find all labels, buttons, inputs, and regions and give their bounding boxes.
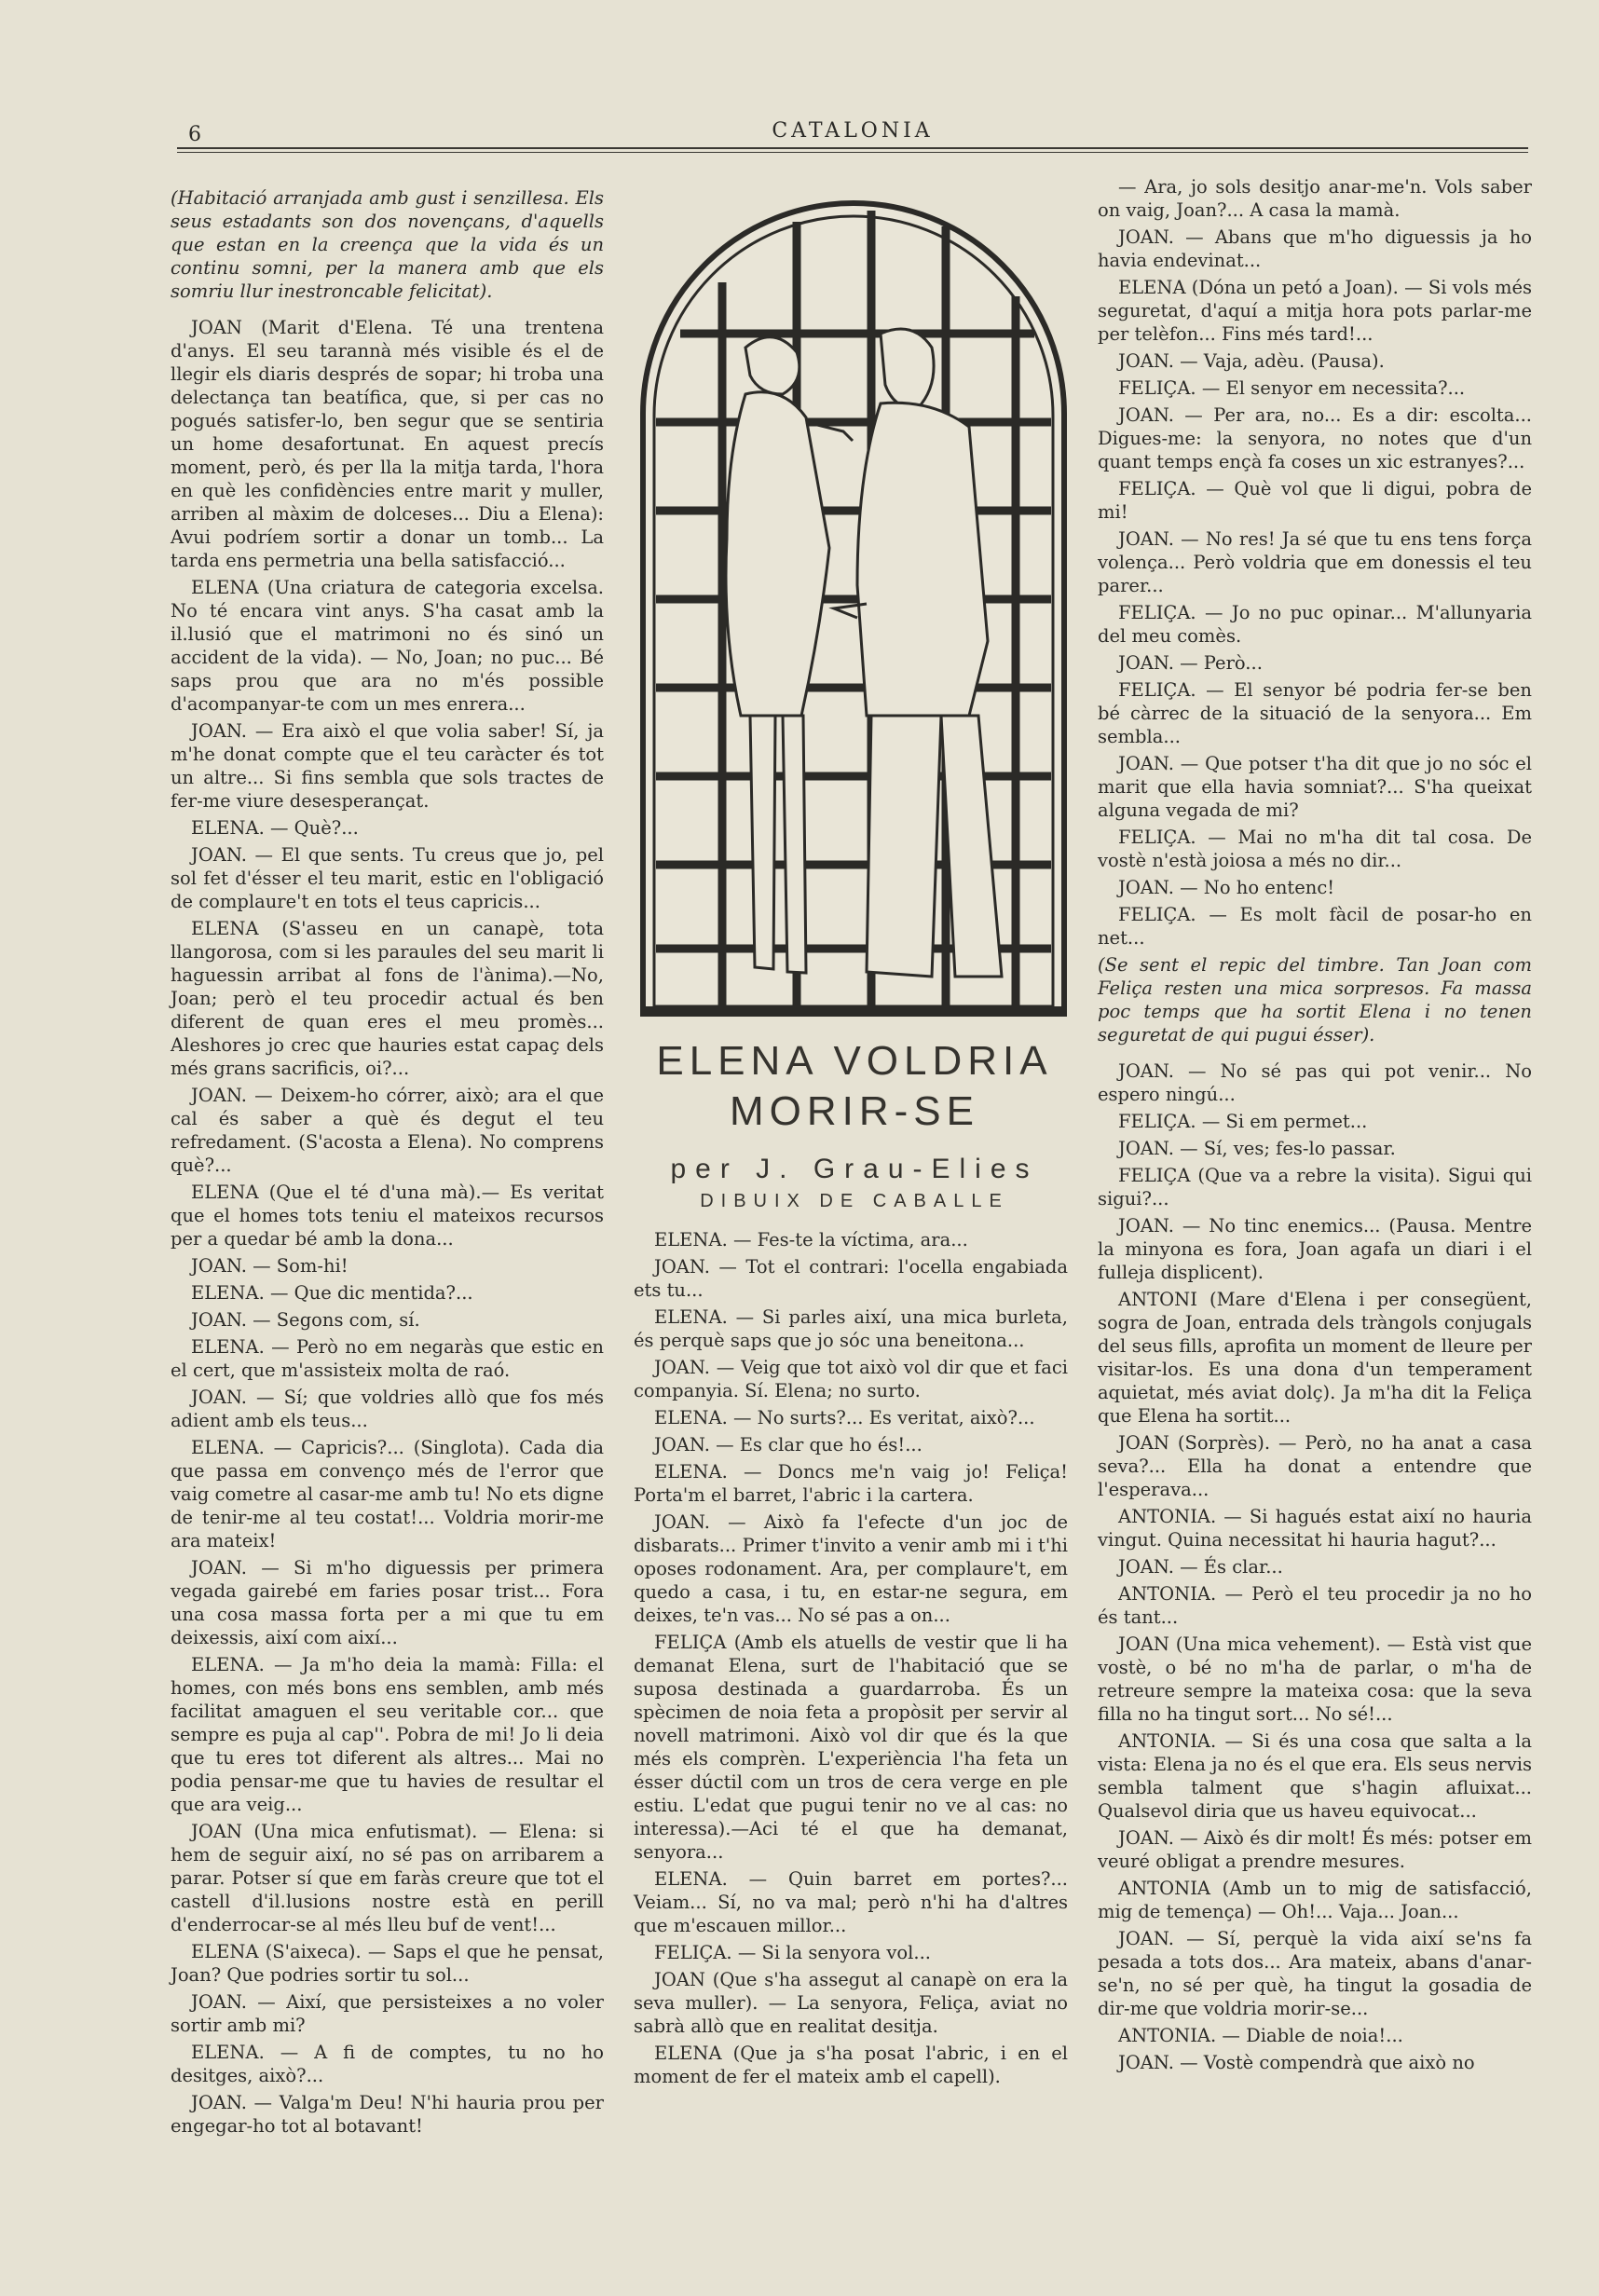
dialogue-line: JOAN. — Sí, perquè la vida així se'ns fa pesada a tots dos... Ara mateix, abans d'anar-se'n, no sé per què, ha tingut la gosadia de dir-me que voldria morir-se... xyxy=(1098,1928,1532,2019)
dialogue-line: ELENA (Dóna un petó a Joan). — Si vols més seguretat, d'aquí a mitja hora pots parlar-me per telèfon... Fins més tard!... xyxy=(1098,277,1532,345)
dialogue-line: JOAN (Marit d'Elena. Té una trentena d'anys. El seu tarannà més visible és el de llegir els diaris després de sopar; hi troba una delectança tan beatífica, que, si per cas no pogués satisfer-lo, ben segur que se sentiria un home desafortunat. En aquest precís moment, però, és per lla la mitja tarda, l'hora en què les confidències entre marit y muller, arriben al màxim de dolceses... Diu a Elena): Avui podríem sortir a donar un tomb... La tarda ens permetria una bella satisfacció... xyxy=(171,317,604,571)
dialogue-line: JOAN. — Valga'm Deu! N'hi hauria prou per engegar-ho tot al botavant! xyxy=(171,2092,604,2137)
dialogue-line: ELENA. — A fi de comptes, tu no ho desitges, això?... xyxy=(171,2042,604,2086)
dialogue-line: FELIÇA (Amb els atuells de vestir que li ha demanat Elena, surt de l'habitació que se suposa destinada a guardarroba. És un spècimen de noia feta a propòsit per servir al novell matrimoni. Això vol dir que és la que més els comprèn. L'experiència l'ha feta un ésser dúctil com un tros de cera verge en ple estiu. L'edat que pugui tenir no ve al cas: no interessa).—Aci té el que ha demanat, senyora... xyxy=(634,1632,1068,1863)
dialogue-line: ELENA. — Doncs me'n vaig jo! Feliça! Porta'm el barret, l'abric i la cartera. xyxy=(634,1461,1068,1506)
dialogue-line: JOAN (Sorprès). — Però, no ha anat a casa seva?... Ella ha donat a entendre que l'esperava... xyxy=(1098,1432,1532,1500)
dialogue-line: ELENA. — Capricis?... (Singlota). Cada dia que passa em convenço més de l'error que vaig cometre al casar-me amb tu! No ets digne de tenir-me al teu costat!... Voldria morir-me ara mateix! xyxy=(171,1437,604,1551)
dialogue-line: JOAN (Una mica vehement). — Està vist que vostè, o bé no m'ha de parlar, o m'ha de retreure sempre la mateixa cosa: que la seva filla no ha tingut sort... No sé!... xyxy=(1098,1633,1532,1725)
dialogue-line: FELIÇA. — El senyor bé podria fer-se ben bé càrrec de la situació de la senyora... Em sembla... xyxy=(1098,679,1532,747)
dialogue-line: FELIÇA. — Es molt fàcil de posar-ho en net... xyxy=(1098,904,1532,949)
article-author: per J. Grau-Elies xyxy=(670,1154,1039,1184)
dialogue-line: JOAN. — Es clar que ho és!... xyxy=(654,1434,922,1456)
dialogue-line: ELENA (Que el té d'una mà).— Es veritat que el homes tots teniu el mateixos recursos per a quedar bé amb la dona... xyxy=(171,1182,604,1250)
dialogue-line: ANTONIA (Amb un to mig de satisfacció, mig de temença) — Oh!... Vaja... Joan... xyxy=(1098,1878,1532,1922)
dialogue-line: ELENA. — Que dic mentida?... xyxy=(191,1282,473,1304)
dialogue-line: JOAN. — Això fa l'efecte d'un joc de disbarats... Primer t'invito a venir amb mi i t'hi oposes rodonament. Ara, per complaure't, em quedo a casa, i tu, en estar-ne segura, em deixes, te'n vas... No sé pas a on... xyxy=(634,1511,1068,1626)
dialogue-line: FELIÇA. — Si em permet... xyxy=(1118,1111,1368,1132)
dialogue-line: JOAN (Una mica enfutismat). — Elena: si hem de seguir així, no sé pas on arribarem a parar. Potser sí que em faràs creure que tot el castell d'il.lusions nostre està en perill d'enderrocar-se al més lleu buf de vent!... xyxy=(171,1821,604,1935)
dialogue-line: JOAN. — No tinc enemics... (Pausa. Mentre la minyona es fora, Joan agafa un diari i el fulleja displicent). xyxy=(1098,1215,1532,1283)
dialogue-line: ELENA. — Quin barret em portes?... Veiam... Sí, no va mal; però n'hi ha d'altres que m'escauen millor... xyxy=(634,1868,1068,1936)
dialogue-line: JOAN. — Era això el que volia saber! Sí, ja m'he donat compte que el teu caràcter és tot un altre... Si fins sembla que sols tractes de fer-me viure desesperançat. xyxy=(171,720,604,812)
dialogue-line: JOAN. — És clar... xyxy=(1118,1556,1283,1578)
running-head: CATALONIA xyxy=(772,119,934,143)
dialogue-line: — Ara, jo sols desitjo anar-me'n. Vols saber on vaig, Joan?... A casa la mamà. xyxy=(1098,176,1532,221)
dialogue-line: ANTONIA. — Si és una cosa que salta a la vista: Elena ja no és el que era. Els seus nervis sembla talment que s'hagin afluixat... Qualsevol diria que us haveu equivocat... xyxy=(1098,1730,1532,1822)
dialogue-line: ELENA. — Fes-te la víctima, ara... xyxy=(654,1229,968,1250)
dialogue-line: JOAN. — Veig que tot això vol dir que et faci companyia. Sí. Elena; no surto. xyxy=(634,1357,1068,1401)
article-headline xyxy=(626,1036,1083,1212)
page-header xyxy=(177,116,1528,153)
text-column-right xyxy=(1098,175,1532,2078)
dialogue-line: JOAN. — Tot el contrari: l'ocella engabiada ets tu... xyxy=(634,1256,1068,1301)
stage-direction: (Habitació arranjada amb gust i senzillesa. Els seus estadants son dos novençans, d'aquells que estan en la creença que la vida és un continu somni, per la manera amb que els somriu llur inestroncable felicitat). xyxy=(171,187,604,302)
dialogue-line: JOAN. — Així, que persisteixes a no voler sortir amb mi? xyxy=(171,1991,604,2036)
dialogue-line: JOAN. — Que potser t'ha dit que jo no sóc el marit que ella havia somniat?... S'ha queixat alguna vegada de mi? xyxy=(1098,753,1532,821)
header-rule-thin xyxy=(177,152,1528,153)
dialogue-line: FELIÇA. — El senyor em necessita?... xyxy=(1118,377,1466,399)
dialogue-line: JOAN. — Segons com, sí. xyxy=(191,1309,420,1331)
dialogue-line: JOAN. — Vostè compendrà que això no xyxy=(1118,2052,1475,2073)
dialogue-line: ELENA (Una criatura de categoria excelsa. No té encara vint anys. S'ha casat amb la il.lusió que el matrimoni no és sinó un accident de la vida). — No, Joan; no puc... Bé saps prou que ara no m'és possible d'acompanyar-te com un mes enrera... xyxy=(171,577,604,715)
dialogue-line: ELENA. — Què?... xyxy=(191,817,359,839)
dialogue-line: JOAN. — No res! Ja sé que tu ens tens força volença... Però voldria que em donessis el teu parer... xyxy=(1098,528,1532,596)
dialogue-line: JOAN. — Som-hi! xyxy=(191,1255,348,1277)
dialogue-line: JOAN. — Per ara, no... Es a dir: escolta... Digues-me: la senyora, no notes que d'un quant temps ençà fa coses un xic estranyes?... xyxy=(1098,404,1532,472)
dialogue-line: ELENA (S'asseu en un canapè, tota llangorosa, com si les paraules del seu marit li haguessin arribat al fons de l'ànima).—No, Joan; però el teu procedir actual és ben diferent de quan eres el meu promès... Aleshores jo crec que hauries estat capaç dels més grans sacrificis, oi?... xyxy=(171,918,604,1079)
dialogue-line: ANTONIA. — Però el teu procedir ja no ho és tant... xyxy=(1098,1583,1532,1628)
dialogue-line: JOAN. — Si m'ho diguessis per primera vegada gairebé em faries posar trist... Fora una cosa massa forta per a mi que tu em deixessis, així com així... xyxy=(171,1557,604,1648)
dialogue-line: ANTONIA. — Diable de noia!... xyxy=(1118,2025,1403,2046)
dialogue-line: ELENA (Que ja s'ha posat l'abric, i en el moment de fer el mateix amb el capell). xyxy=(634,2043,1068,2087)
dialogue-line: ELENA. — No surts?... Es veritat, això?... xyxy=(654,1407,1035,1428)
dialogue-line: JOAN. — Abans que m'ho diguessis ja ho havia endevinat... xyxy=(1098,226,1532,271)
dialogue-line: ELENA. — Però no em negaràs que estic en el cert, que m'assisteix molta de raó. xyxy=(171,1336,604,1381)
page-number: 6 xyxy=(188,123,201,146)
dialogue-line: ANTONI (Mare d'Elena i per consegüent, sogra de Joan, entrada dels tràngols conjugals del seus fills, aprofita un moment de lleure per visitar-los. Es una dona d'un temperament aquietat, més aviat dolç). Ja m'ha dit la Feliça que Elena ha sortit... xyxy=(1098,1289,1532,1427)
dialogue-line: FELIÇA. — Què vol que li digui, pobra de mi! xyxy=(1098,478,1532,523)
dialogue-line: ELENA. — Si parles així, una mica burleta, és perquè saps que jo sóc una beneitona... xyxy=(634,1306,1068,1351)
dialogue-line: JOAN. — Sí; que voldries allò que fos més adient amb els teus... xyxy=(171,1387,604,1431)
article-title-line1: ELENA VOLDRIA xyxy=(656,1038,1053,1084)
text-column-middle xyxy=(634,1228,1068,2092)
dialogue-line: ELENA (S'aixeca). — Saps el que he pensat, Joan? Que podries sortir tu sol... xyxy=(171,1941,604,1986)
header-rule xyxy=(177,147,1528,149)
article-title-line2: MORIR-SE xyxy=(730,1088,979,1134)
dialogue-line: JOAN (Que s'ha assegut al canapè on era la seva muller). — La senyora, Feliça, aviat no sabrà allò que en realitat desitja. xyxy=(634,1969,1068,2037)
dialogue-line: ANTONIA. — Si hagués estat així no hauria vingut. Quina necessitat hi hauria hagut?... xyxy=(1098,1506,1532,1551)
dialogue-line: JOAN. — Això és dir molt! És més: potser em veuré obligat a prendre mesures. xyxy=(1098,1827,1532,1872)
dialogue-line: JOAN. — Vaja, adèu. (Pausa). xyxy=(1118,350,1385,372)
illustration xyxy=(634,194,1073,1020)
dialogue-line: FELIÇA (Que va a rebre la visita). Sigui qui sigui?... xyxy=(1098,1165,1532,1210)
illustration-credit: DIBUIX DE CABALLE xyxy=(700,1191,1009,1211)
dialogue-line: FELIÇA. — Jo no puc opinar... M'allunyaria del meu comès. xyxy=(1098,602,1532,647)
stage-direction: (Se sent el repic del timbre. Tan Joan com Feliça resten una mica sorpresos. Fa massa poc temps que ha sortit Elena i no tenen seguretat de qui pugui ésser). xyxy=(1098,954,1532,1046)
dialogue-line: JOAN. — Deixem-ho córrer, això; ara el que cal és saber a què és degut el teu refredament. (S'acosta a Elena). No comprens què?... xyxy=(171,1085,604,1176)
dialogue-line: FELIÇA. — Mai no m'ha dit tal cosa. De vostè n'està joiosa a més no dir... xyxy=(1098,827,1532,871)
dialogue-line: JOAN. — El que sents. Tu creus que jo, pel sol fet d'ésser el teu marit, estic en l'obligació de complaure't en tots el teus capricis... xyxy=(171,844,604,912)
dialogue-line: JOAN. — No sé pas qui pot venir... No espero ningú... xyxy=(1098,1060,1532,1105)
dialogue-line: JOAN. — Sí, ves; fes-lo passar. xyxy=(1118,1138,1396,1159)
dialogue-line: ELENA. — Ja m'ho deia la mamà: Filla: el homes, con més bons ens semblen, amb més facilitat amaguen el seu veritable cor... que sempre es puja al cap''. Pobra de mi! Jo li deia que tu eres tot diferent als altres... Mai no podia pensar-me que tu havies de resultar el que ara veig... xyxy=(171,1654,604,1815)
text-column-left xyxy=(171,186,604,2141)
dialogue-line: JOAN. — No ho entenc! xyxy=(1118,877,1335,898)
dialogue-line: FELIÇA. — Si la senyora vol... xyxy=(654,1942,931,1963)
dialogue-line: JOAN. — Però... xyxy=(1118,652,1263,674)
couple-window-illustration xyxy=(634,194,1073,1020)
